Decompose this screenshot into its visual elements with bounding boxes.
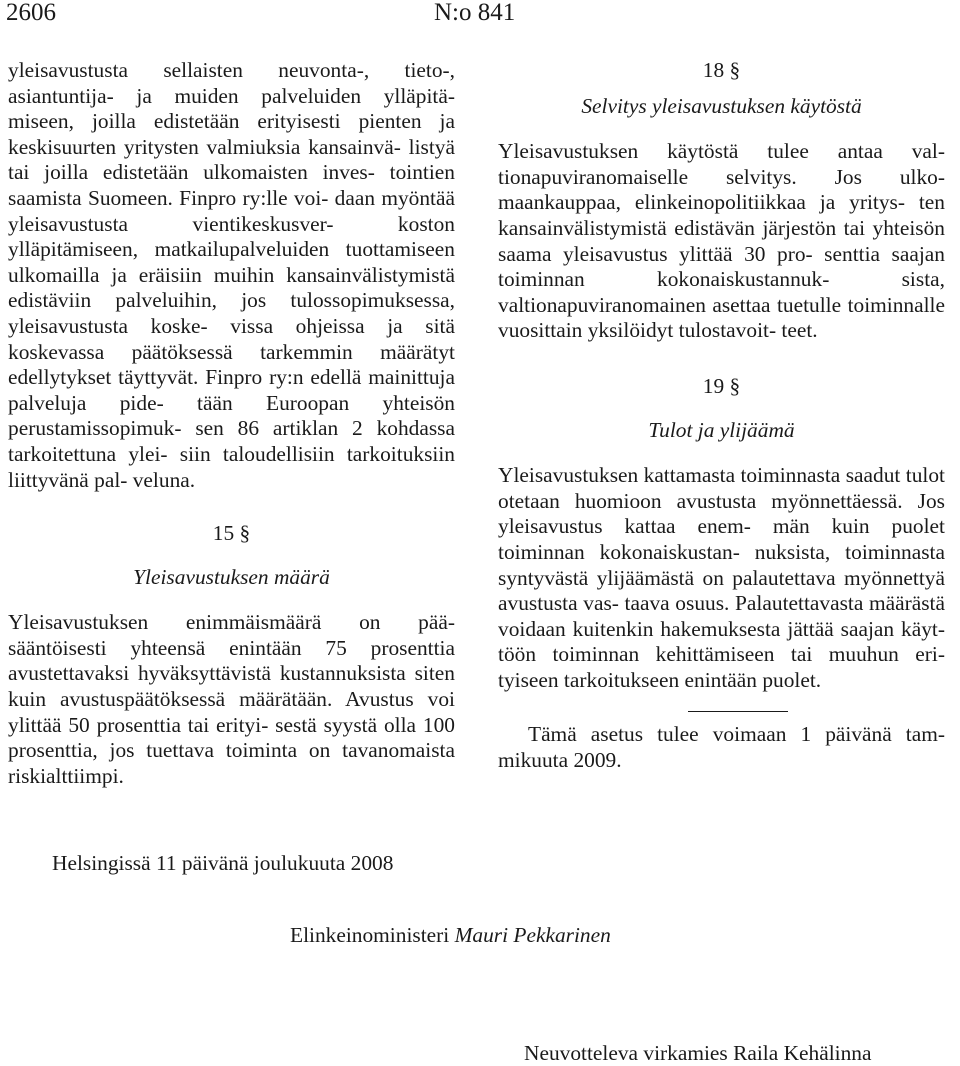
left-column: [8, 58, 455, 789]
issue-number: N:o 841: [434, 0, 516, 26]
section-19-number: 19 §: [702, 373, 741, 398]
minister-title: Elinkeinoministeri: [290, 923, 450, 947]
section-18-number: 18 §: [702, 58, 741, 82]
continued-paragraph-text: yleisavustusta sellaisten neuvonta-, tieto-, asiantuntija- ja muiden palveluiden ylläpitä- miseen, joilla edistetään erityisesti pienten ja keskisuurten yritysten valmiuksia kansainvä- listyä tai joilla edistetään ulkomaisten inves- tointien saamista Suomeen. Finpro ry:lle voi- daan myöntää yleisavustusta vientikeskusver- koston ylläpitämiseen, matkailupalveluiden tuottamiseen ulkomailla ja eräisiin muihin kansainvälistymistä edistäviin palveluihin, jos tulossopimuksessa, yleisavustusta koske- vissa ohjeissa ja sitä koskevassa päätöksessä tarkemmin määrätyt edellytykset täyttyvät. Finpro ry:n edellä mainittuja palveluja pide- tään Euroopan yhteisön perustamissopimuk- sen 86 artiklan 2 kohdassa tarkoitettuna ylei- siin taloudellisiin tarkoituksiin liittyvänä pal- veluna.: [8, 58, 455, 492]
page-number: 2606: [6, 0, 56, 26]
section-15-title: Yleisavustuksen määrä: [133, 564, 330, 589]
entry-into-force: Tämä asetus tulee voimaan 1 päivänä tam- mikuuta 2009.: [498, 722, 945, 773]
minister-signature: [290, 922, 611, 948]
separator-rule: [688, 711, 788, 712]
official-signature: Neuvotteleva virkamies Raila Kehälinna: [524, 1041, 872, 1065]
section-18-text: Yleisavustuksen käytöstä tulee antaa val- tionapuviranomaiselle selvitys. Jos ulko- maankauppaa, elinkeinopolitiikkaa ja yritys- ten kansainvälistymistä edistävän järjestön tai yhteisön saama yleisavustus ylittää 30 pro- senttia saajan toiminnan kokonaiskustannuk- sista, valtionapuviranomainen asettaa tuetulle toiminnalle vuosittain yksilöidyt tulostavoit- teet.: [498, 139, 945, 343]
section-19-text: Yleisavustuksen kattamasta toiminnasta saadut tulot otetaan huomioon avustusta myönnettäessä. Jos yleisavustus kattaa enem- män kuin puolet toiminnan kokonaiskustan- nuksista, toiminnasta syntyvästä ylijäämästä on palautettava myönnettyä avustusta vas- taava osuus. Palautettavasta määrästä voidaan kuitenkin hakemuksesta jättää saajan käyt- töön toiminnan kehittämiseen tai muuhun eri- tyiseen tarkoitukseen enintään puolet.: [498, 463, 945, 692]
minister-name: Mauri Pekkarinen: [454, 923, 611, 947]
page-header: [0, 0, 960, 36]
continued-paragraph: [8, 58, 455, 493]
right-column: [498, 58, 945, 774]
section-15-text: Yleisavustuksen enimmäismäärä on pää- sääntöisesti yhteensä enintään 75 prosenttia avustettavaksi hyväksyttävistä kustannuksista siten kuin avustuspäätöksessä määrätään. Avustus voi ylittää 50 prosenttia tai erityi- sestä syystä olla 100 prosenttia, jos tuettava toiminta on tavanomaista riskialttiimpi.: [8, 610, 455, 788]
place-and-date: Helsingissä 11 päivänä joulukuuta 2008: [52, 851, 394, 875]
section-19-title: Tulot ja ylijäämä: [648, 417, 795, 442]
section-18-title: Selvitys yleisavustuksen käytöstä: [581, 93, 862, 118]
section-15-number: 15 §: [212, 521, 251, 546]
